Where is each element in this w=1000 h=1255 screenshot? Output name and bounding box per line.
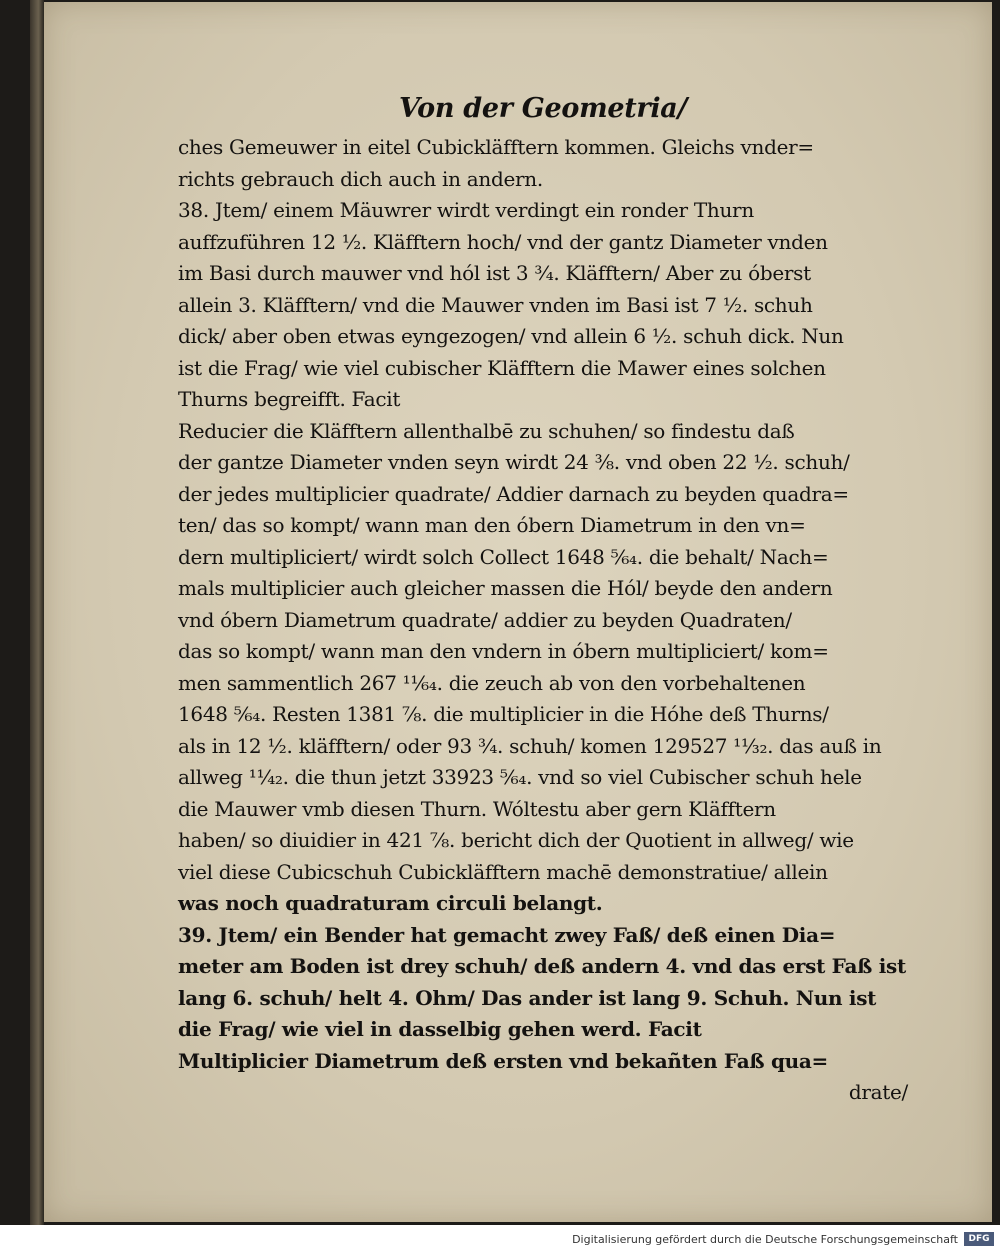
text-line: vnd óbern Diametrum quadrate/ addier zu beyden Quadraten/ bbox=[178, 607, 792, 632]
text-line: der gantze Diameter vnden seyn wirdt 24 ⅜. vnd oben 22 ½. schuh/ bbox=[178, 450, 850, 474]
text-line: allweg ¹¹⁄₄₂. die thun jetzt 33923 ⁵⁄₆₄. vnd so viel Cubischer schuh hele bbox=[178, 765, 862, 789]
footer-credit: Digitalisierung gefördert durch die Deutsche Forschungsgemeinschaft bbox=[572, 1233, 958, 1246]
text-line: haben/ so diuidier in 421 ⅞. bericht dich der Quotient in allweg/ wie bbox=[178, 828, 854, 852]
page-binding-edge bbox=[30, 0, 44, 1225]
text-line: viel diese Cubicschuh Cubickläfftern machē demonstratiue/ allein bbox=[178, 859, 828, 884]
text-line: 1648 ⁵⁄₆₄. Resten 1381 ⅞. die multiplicier in die Hóhe deß Thurns/ bbox=[178, 702, 829, 726]
dfg-logo: DFG bbox=[964, 1232, 994, 1246]
text-line: allein 3. Kläfftern/ vnd die Mauwer vnden im Basi ist 7 ½. schuh bbox=[178, 292, 813, 317]
text-line: Multiplicier Diametrum deß ersten vnd bekañten Faß qua= bbox=[178, 1048, 828, 1073]
text-line: dick/ aber oben etwas eyngezogen/ vnd allein 6 ½. schuh dick. Nun bbox=[178, 324, 844, 348]
text-line: meter am Boden ist drey schuh/ deß andern 4. vnd das erst Faß ist bbox=[178, 954, 906, 978]
text-line: lang 6. schuh/ helt 4. Ohm/ Das ander ist lang 9. Schuh. Nun ist bbox=[178, 985, 877, 1010]
text-line: dern multipliciert/ wirdt solch Collect 1648 ⁵⁄₆₄. die behalt/ Nach= bbox=[178, 544, 829, 569]
text-line: Thurns begreifft. Facit bbox=[178, 387, 401, 411]
text-line: mals multiplicier auch gleicher massen die Hól/ beyde den andern bbox=[178, 576, 833, 600]
page-text-block bbox=[178, 88, 908, 1109]
text-line: 38. Jtem/ einem Mäuwrer wirdt verdingt ein ronder Thurn bbox=[178, 198, 754, 222]
text-line: 39. Jtem/ ein Bender hat gemacht zwey Faß/ deß einen Dia= bbox=[178, 922, 836, 947]
text-line: die Mauwer vmb diesen Thurn. Wóltestu aber gern Kläfftern bbox=[178, 796, 776, 821]
text-line: im Basi durch mauwer vnd hól ist 3 ¾. Kläfftern/ Aber zu óberst bbox=[178, 261, 811, 285]
text-line: ist die Frag/ wie viel cubischer Kläfftern die Mawer eines solchen bbox=[178, 355, 826, 380]
text-line: die Frag/ wie viel in dasselbig gehen werd. Facit bbox=[178, 1017, 702, 1041]
text-line: auffzuführen 12 ½. Kläfftern hoch/ vnd der gantz Diameter vnden bbox=[178, 229, 828, 254]
text-line: das so kompt/ wann man den vndern in óbern multipliciert/ kom= bbox=[178, 639, 829, 663]
running-head: Von der Geometria/ bbox=[398, 93, 688, 124]
text-line: als in 12 ½. kläfftern/ oder 93 ¾. schuh/ komen 129527 ¹¹⁄₃₂. das auß in bbox=[178, 733, 882, 758]
text-line: drate/ bbox=[848, 1080, 908, 1104]
text-line: ten/ das so kompt/ wann man den óbern Diametrum in den vn= bbox=[178, 513, 806, 537]
text-line: was noch quadraturam circuli belangt. bbox=[178, 891, 603, 915]
footer-bar bbox=[0, 1225, 1000, 1255]
text-line: der jedes multiplicier quadrate/ Addier darnach zu beyden quadra= bbox=[178, 481, 849, 506]
text-line: Reducier die Kläfftern allenthalbē zu schuhen/ so findestu daß bbox=[178, 418, 795, 443]
text-lines bbox=[178, 132, 908, 1109]
text-line: richts gebrauch dich auch in andern. bbox=[178, 166, 543, 191]
text-line: men sammentlich 267 ¹¹⁄₆₄. die zeuch ab von den vorbehaltenen bbox=[178, 670, 806, 695]
text-line: ches Gemeuwer in eitel Cubickläfftern kommen. Gleichs vnder= bbox=[178, 135, 814, 159]
